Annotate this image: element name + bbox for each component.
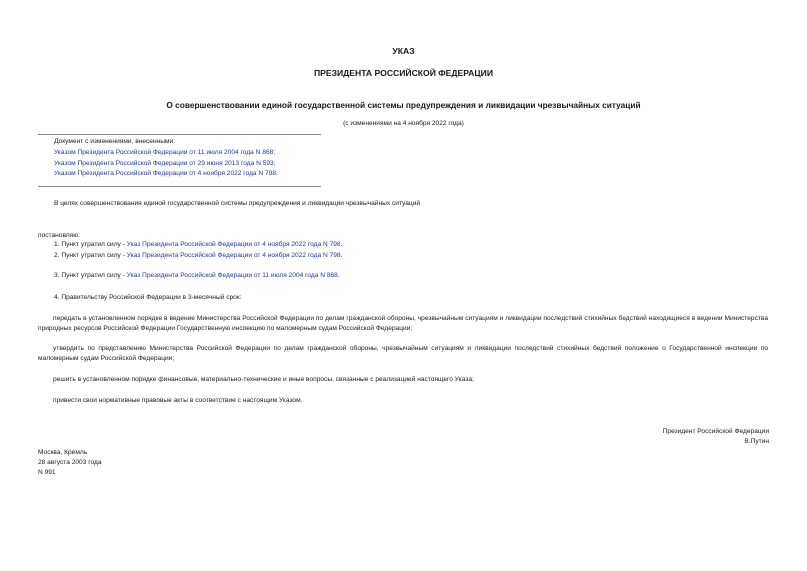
divider-bottom (38, 186, 321, 187)
point-text: 3. Пункт утратил силу - (54, 272, 127, 279)
document-title: УКАЗ (392, 46, 415, 56)
point-text: 1. Пункт утратил силу - (54, 241, 127, 248)
point-link[interactable]: Указ Президента Российской Федерации от 4 ноября 2022 года N 798 (126, 241, 341, 248)
revision-note: (с изменениями на 4 ноября 2022 года) (343, 120, 464, 127)
footer-date: 28 августа 2003 года (38, 459, 102, 466)
point-4: 4. Правительству Российской Федерации в 3-месячный срок: (54, 294, 242, 301)
signature-name: В.Путин (744, 438, 769, 445)
change-link[interactable]: Указом Президента Российской Федерации от 29 июня 2013 года N 593; (54, 160, 276, 167)
signature-position: Президент Российской Федерации (662, 428, 769, 435)
point-item (54, 272, 340, 279)
point-item (54, 241, 342, 248)
document-subtitle: ПРЕЗИДЕНТА РОССИЙСКОЙ ФЕДЕРАЦИИ (313, 68, 494, 78)
point-end: . (340, 252, 343, 259)
preamble: В целях совершенствования единой государственной системы предупреждения и ликвидации чрезвычайных ситуаций (54, 200, 421, 207)
change-link[interactable]: Указом Президента Российской Федерации от 4 ноября 2022 года N 798. (54, 170, 278, 177)
changes-intro: Документ с изменениями, внесенными: (54, 138, 176, 145)
paragraph: решить в установленном порядке финансовые, материально-технические и иные вопросы, связанные с реализацией настоящего Указа; (53, 376, 474, 383)
point-link[interactable]: Указ Президента Российской Федерации от 11 июля 2004 года N 868 (126, 272, 338, 279)
paragraph: передать в установленном порядке в ведение Министерства Российской Федерации по делам гражданской обороны, чрезвычайным ситуациям и ликвидации последствий стихийных бедствий находящиеся в ведении Министерства природных ресурсов Российской Федерации Государственную инспекцию по маломерным судам Российской Федерации; (38, 315, 768, 332)
point-link[interactable]: Указ Президента Российской Федерации от 4 ноября 2022 года N 798 (126, 252, 341, 259)
document-heading: О совершенствовании единой государственной системы предупреждения и ликвидации чрезвычайных ситуаций (166, 100, 641, 110)
point-text: 2. Пункт утратил силу - (54, 252, 127, 259)
decree-word: постановляю: (38, 232, 81, 239)
paragraph: привести свои нормативные правовые акты в соответствие с настоящим Указом. (53, 397, 303, 404)
change-link[interactable]: Указом Президента Российской Федерации от 11 июля 2004 года N 868; (54, 149, 276, 156)
point-end: . (340, 241, 343, 248)
point-end: . (337, 272, 340, 279)
divider-top (38, 134, 321, 135)
point-item (54, 252, 342, 259)
paragraph: утвердить по представлению Министерства Российской Федерации по делам гражданской обороны, чрезвычайным ситуациям и ликвидации последствий стихийных бедствий положение о Государственной инспекции по маломерным судам Российской Федерации; (38, 345, 768, 362)
footer-place: Москва, Кремль (38, 449, 88, 456)
footer-number: N 991 (38, 469, 56, 476)
